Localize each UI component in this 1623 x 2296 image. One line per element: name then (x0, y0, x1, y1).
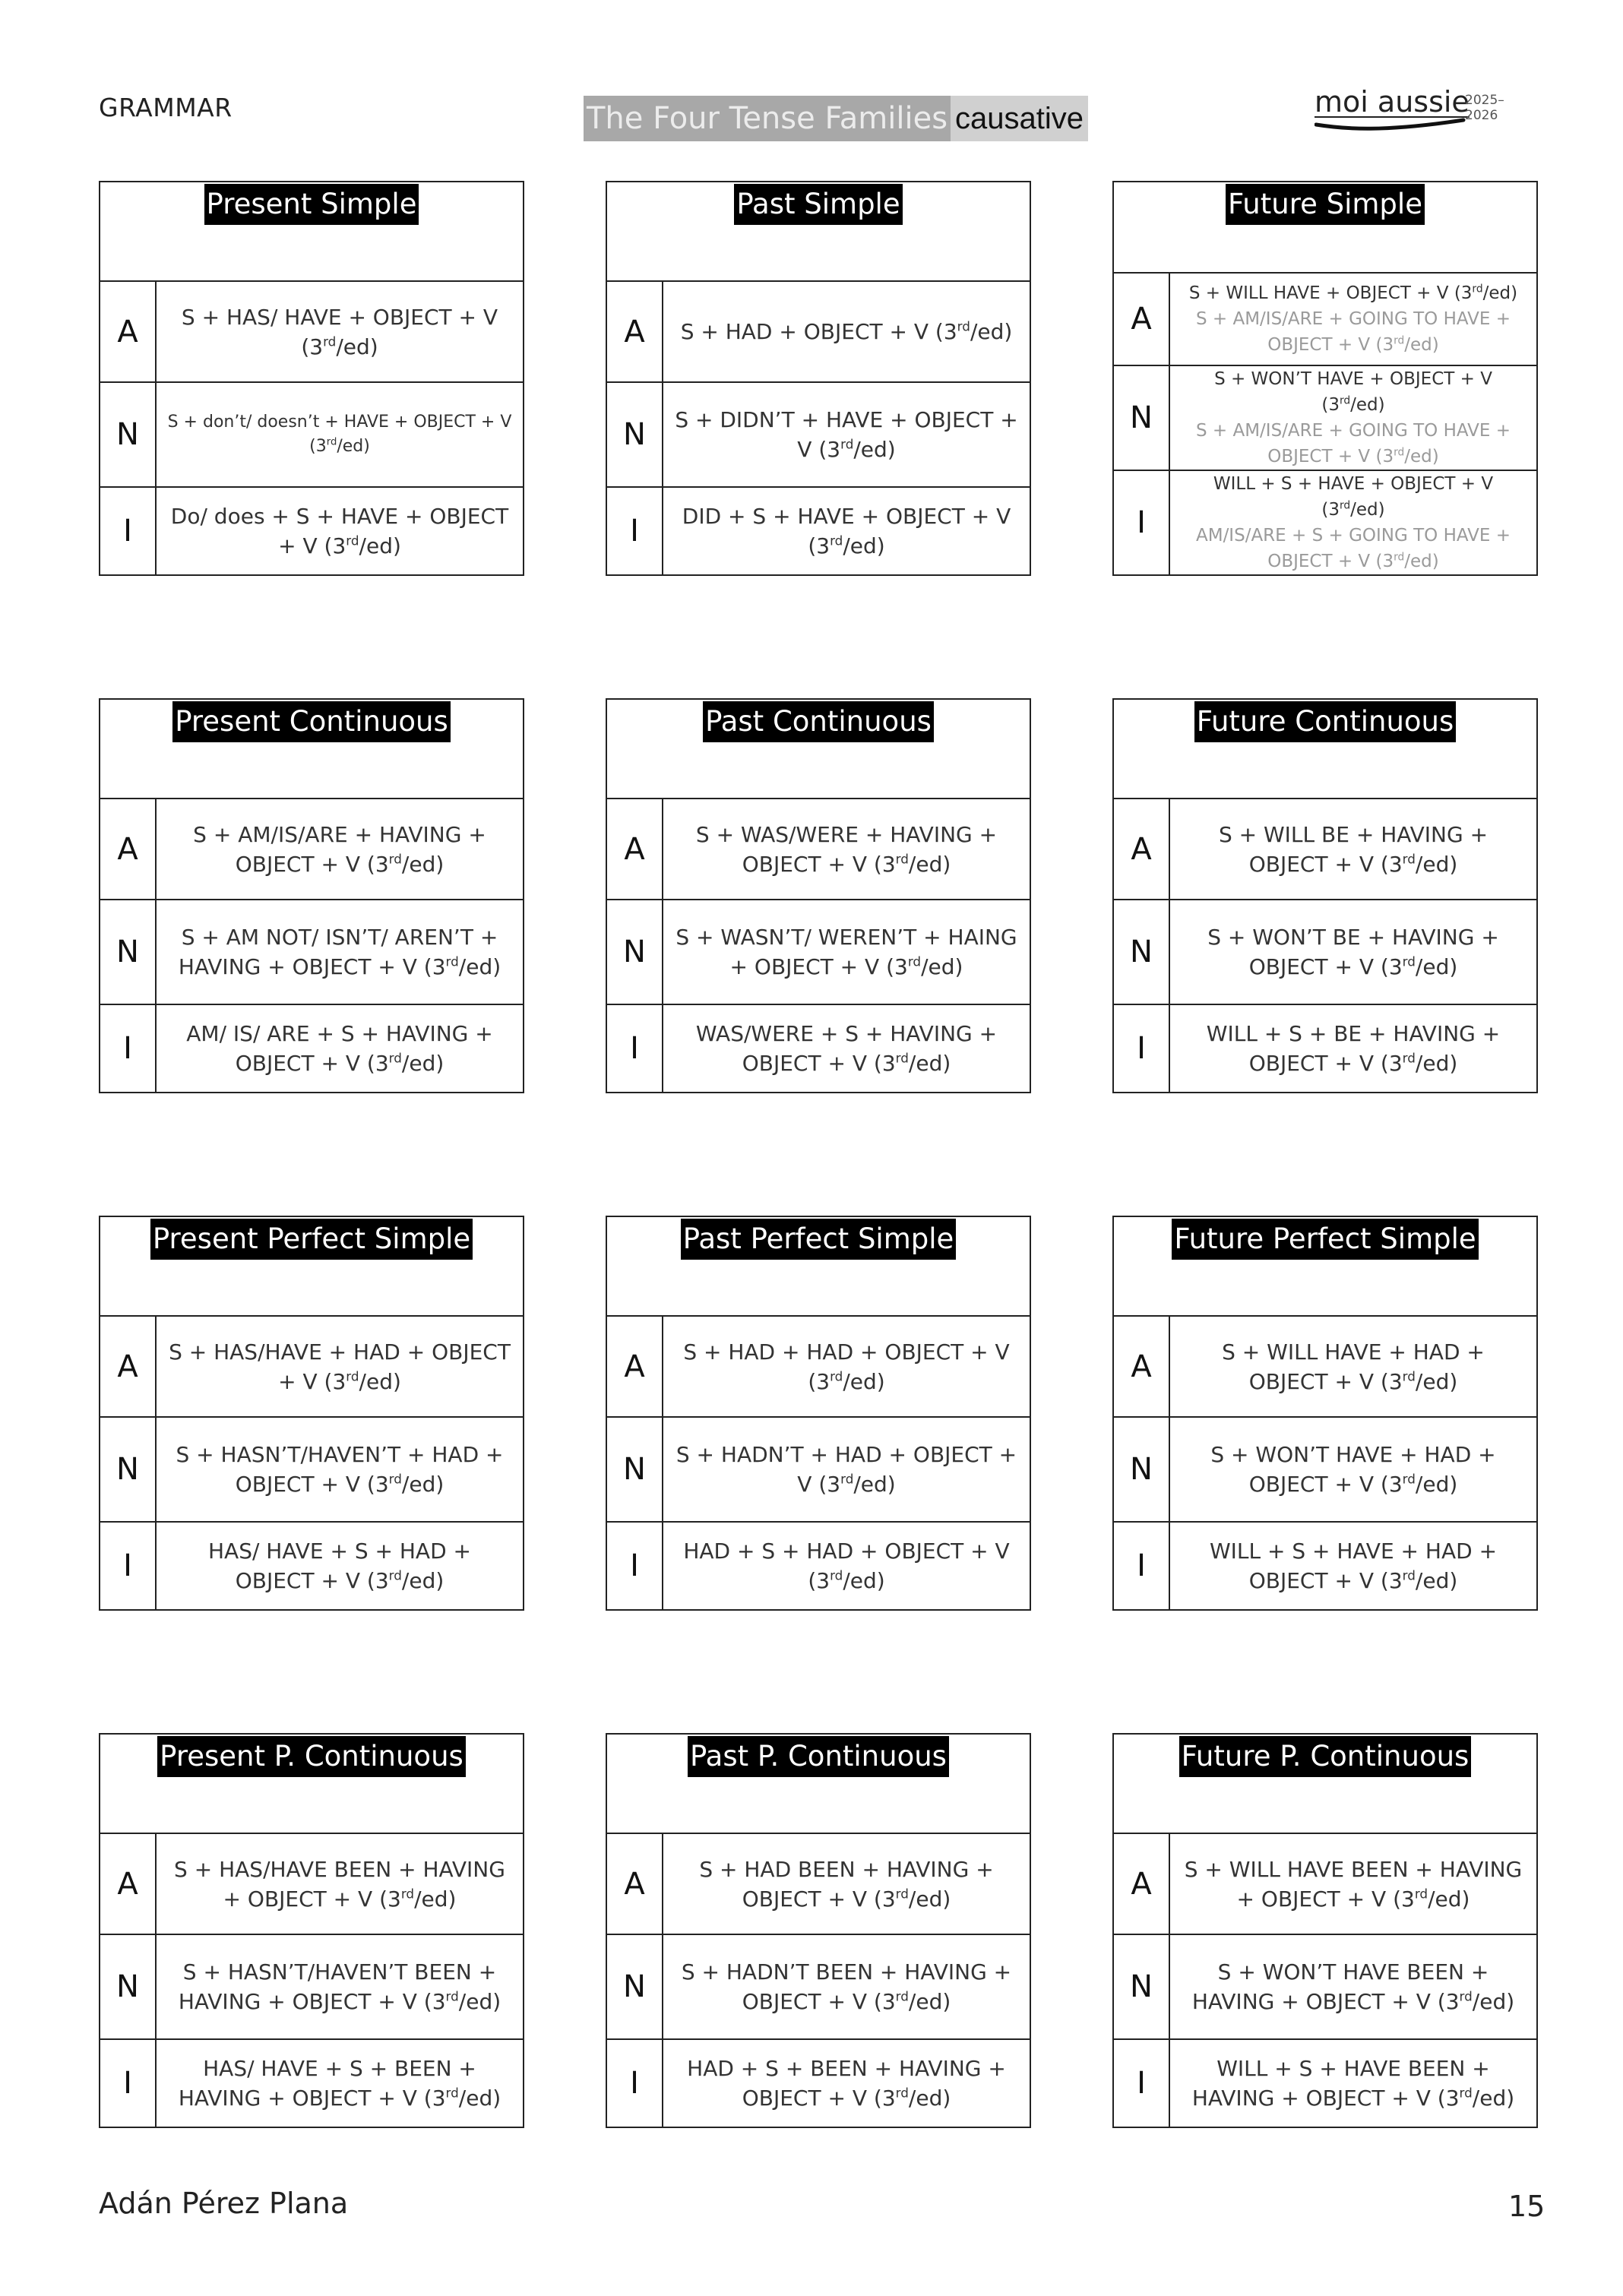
formula-text: S + HASN’T/HAVEN’T + HAD + OBJECT + V (3rd/ed) (176, 1442, 504, 1497)
tense-header (100, 1217, 523, 1317)
tense-row (1114, 2038, 1536, 2127)
formula-text: S + WASN’T/ WEREN’T + HAING + OBJECT + V (3rd/ed) (675, 925, 1017, 979)
formula-text: S + HAS/HAVE + HAD + OBJECT + V (3rd/ed) (169, 1339, 511, 1394)
tense-title: Past P. Continuous (688, 1736, 949, 1777)
formula-cell (1170, 799, 1536, 899)
formula-text: HAS/ HAVE + S + HAD + OBJECT + V (3rd/ed) (207, 1539, 471, 1593)
formula-cell (663, 2040, 1030, 2127)
row-letter: N (607, 1935, 663, 2038)
tense-header (1114, 1735, 1536, 1834)
formula-cell (157, 2040, 523, 2127)
title-highlight: causative (951, 96, 1088, 141)
formula-cell (1170, 2040, 1536, 2127)
tense-row (100, 486, 523, 574)
formula-text: S + WILL HAVE + HAD + OBJECT + V (3rd/ed) (1222, 1339, 1485, 1394)
tense-row (607, 2038, 1030, 2127)
formula-cell (663, 1834, 1030, 1934)
page-number: 15 (1508, 2190, 1545, 2223)
row-letter: N (1114, 900, 1170, 1004)
tense-row (607, 282, 1030, 381)
tense-row (1114, 274, 1536, 365)
row-letter: A (607, 282, 663, 381)
row-letter: A (100, 799, 157, 899)
tense-table (1112, 698, 1538, 1093)
formula-cell (1170, 1317, 1536, 1416)
formula-text: S + HASN’T/HAVEN’T BEEN + HAVING + OBJECT + V (3rd/ed) (178, 1959, 501, 2014)
formula-cell (663, 799, 1030, 899)
logo-text: moi aussie (1315, 85, 1470, 119)
formula-cell (1170, 1834, 1536, 1934)
row-letter: I (1114, 1005, 1170, 1092)
row-letter: A (607, 1317, 663, 1416)
formula-text: HAD + S + HAD + OBJECT + V (3rd/ed) (683, 1539, 1010, 1593)
formula-cell (663, 1935, 1030, 2038)
tense-row (607, 799, 1030, 899)
tense-title: Past Simple (734, 184, 902, 225)
row-letter: I (1114, 471, 1170, 574)
formula-text: S + AM/IS/ARE + HAVING + OBJECT + V (3rd/ed) (193, 821, 486, 877)
formula-text: S + HADN’T BEEN + HAVING + OBJECT + V (3rd/ed) (681, 1959, 1012, 2014)
row-letter: A (1114, 1834, 1170, 1934)
formula-text: S + AM NOT/ ISN’T/ AREN’T + HAVING + OBJECT + V (3rd/ed) (178, 925, 501, 979)
row-letter: I (607, 1523, 663, 1609)
tense-row (100, 1004, 523, 1092)
formula-text: S + WON’T HAVE + HAD + OBJECT + V (3rd/ed) (1210, 1442, 1496, 1497)
formula-text: S + HAD + HAD + OBJECT + V (3rd/ed) (683, 1339, 1010, 1394)
formula-alt-text: AM/IS/ARE + S + GOING TO HAVE + OBJECT + V (3rd/ed) (1195, 526, 1511, 571)
tense-header (100, 182, 523, 282)
tense-row (607, 1934, 1030, 2038)
formula-cell (1170, 1418, 1536, 1521)
row-letter: A (100, 1834, 157, 1934)
row-letter: N (1114, 366, 1170, 470)
formula-cell (157, 1418, 523, 1521)
formula-alt-text: S + AM/IS/ARE + GOING TO HAVE + OBJECT + V (3rd/ed) (1195, 421, 1511, 466)
tense-table (99, 181, 524, 576)
tense-row (607, 1834, 1030, 1934)
formula-cell (1170, 471, 1536, 574)
row-letter: N (100, 900, 157, 1004)
tense-row (100, 799, 523, 899)
tense-table (99, 698, 524, 1093)
formula-text: WILL + S + HAVE BEEN + HAVING + OBJECT + V (3rd/ed) (1191, 2056, 1515, 2111)
tense-table (1112, 181, 1538, 576)
tense-header (607, 1217, 1030, 1317)
formula-text: S + WON’T HAVE BEEN + HAVING + OBJECT + V (3rd/ed) (1191, 1959, 1515, 2014)
formula-cell (157, 1317, 523, 1416)
tense-row (100, 1416, 523, 1521)
tense-table (99, 1733, 524, 2128)
row-letter: I (100, 1005, 157, 1092)
formula-cell (157, 1005, 523, 1092)
tense-header (100, 1735, 523, 1834)
formula-cell (663, 1418, 1030, 1521)
tense-row (100, 1317, 523, 1416)
tense-title: Future Perfect Simple (1172, 1219, 1478, 1260)
formula-text: WILL + S + BE + HAVING + OBJECT + V (3rd/ed) (1206, 1021, 1501, 1076)
tense-row (607, 1416, 1030, 1521)
tense-row (1114, 799, 1536, 899)
tense-row (100, 1834, 523, 1934)
formula-text: S + WILL HAVE BEEN + HAVING + OBJECT + V (3rd/ed) (1184, 1856, 1523, 1912)
formula-text: S + WON’T HAVE + OBJECT + V (3rd/ed) (1214, 369, 1492, 415)
formula-text: HAD + S + BEEN + HAVING + OBJECT + V (3rd/ed) (687, 2056, 1006, 2111)
formula-cell (663, 1317, 1030, 1416)
tense-table (606, 181, 1031, 576)
formula-cell (157, 1834, 523, 1934)
row-letter: A (607, 799, 663, 899)
tense-row (607, 1004, 1030, 1092)
formula-cell (1170, 1005, 1536, 1092)
tense-row (100, 1521, 523, 1609)
row-letter: N (100, 1935, 157, 2038)
moi-aussie-logo (1315, 85, 1535, 138)
formula-text: HAS/ HAVE + S + BEEN + HAVING + OBJECT + V (3rd/ed) (178, 2056, 501, 2111)
page-title (584, 96, 1088, 141)
row-letter: I (1114, 1523, 1170, 1609)
formula-cell (1170, 366, 1536, 470)
row-letter: N (607, 1418, 663, 1521)
tense-header (607, 1735, 1030, 1834)
formula-text: S + don’t/ doesn’t + HAVE + OBJECT + V (3rd/ed) (167, 413, 512, 456)
row-letter: I (100, 1523, 157, 1609)
formula-cell (663, 900, 1030, 1004)
row-letter: N (1114, 1418, 1170, 1521)
formula-alt-text: S + AM/IS/ARE + GOING TO HAVE + OBJECT + V (3rd/ed) (1195, 309, 1511, 356)
formula-cell (157, 282, 523, 381)
formula-text: S + HAS/ HAVE + OBJECT + V (3rd/ed) (181, 304, 498, 359)
formula-text: S + HAS/HAVE BEEN + HAVING + OBJECT + V (3rd/ed) (174, 1856, 505, 1912)
row-letter: A (1114, 799, 1170, 899)
row-letter: I (1114, 2040, 1170, 2127)
tense-row (100, 899, 523, 1004)
formula-text: S + WILL HAVE + OBJECT + V (3rd/ed) (1188, 283, 1518, 304)
tense-header (607, 700, 1030, 799)
tense-row (100, 282, 523, 381)
tense-title: Present Simple (204, 184, 419, 225)
tense-table (99, 1216, 524, 1611)
section-label: GRAMMAR (99, 93, 233, 122)
formula-cell (157, 799, 523, 899)
formula-text: Do/ does + S + HAVE + OBJECT + V (3rd/ed) (170, 504, 509, 558)
tense-row (1114, 1834, 1536, 1934)
tense-row (607, 486, 1030, 574)
tense-row (1114, 1317, 1536, 1416)
formula-cell (157, 1935, 523, 2038)
tense-row (1114, 365, 1536, 470)
tense-header (1114, 700, 1536, 799)
tense-title: Future Simple (1226, 184, 1425, 225)
tense-title: Present P. Continuous (157, 1736, 466, 1777)
row-letter: N (100, 383, 157, 486)
row-letter: I (607, 488, 663, 574)
tense-row (1114, 1416, 1536, 1521)
formula-text: AM/ IS/ ARE + S + HAVING + OBJECT + V (3rd/ed) (186, 1021, 493, 1076)
formula-text: S + WAS/WERE + HAVING + OBJECT + V (3rd/ed) (695, 821, 998, 877)
formula-cell (157, 488, 523, 574)
tense-row (607, 381, 1030, 486)
row-letter: I (100, 2040, 157, 2127)
formula-cell (663, 488, 1030, 574)
logo-years: 2025–2026 (1465, 93, 1504, 123)
row-letter: A (100, 1317, 157, 1416)
tense-title: Present Continuous (172, 701, 451, 742)
tense-title: Future P. Continuous (1179, 1736, 1472, 1777)
tense-row (607, 1317, 1030, 1416)
formula-text: S + DIDN’T + HAVE + OBJECT + V (3rd/ed) (675, 407, 1018, 462)
tense-title: Future Continuous (1194, 701, 1457, 742)
logo-swoosh-icon (1315, 115, 1466, 134)
tense-row (607, 1521, 1030, 1609)
formula-cell (1170, 1935, 1536, 2038)
formula-text: WAS/WERE + S + HAVING + OBJECT + V (3rd/ed) (695, 1021, 998, 1076)
tense-row (607, 899, 1030, 1004)
formula-cell (663, 383, 1030, 486)
formula-text: S + HAD BEEN + HAVING + OBJECT + V (3rd/ed) (699, 1856, 994, 1912)
tense-table (1112, 1733, 1538, 2128)
row-letter: A (100, 282, 157, 381)
formula-text: WILL + S + HAVE + OBJECT + V (3rd/ed) (1213, 474, 1494, 520)
tense-title: Present Perfect Simple (150, 1219, 473, 1260)
footer-author: Adán Pérez Plana (99, 2187, 349, 2220)
tense-header (1114, 182, 1536, 274)
tense-table (606, 698, 1031, 1093)
row-letter: A (1114, 1317, 1170, 1416)
tense-header (100, 700, 523, 799)
tense-row (1114, 1934, 1536, 2038)
formula-text: S + HAD + OBJECT + V (3rd/ed) (680, 318, 1013, 344)
row-letter: I (607, 1005, 663, 1092)
formula-cell (157, 383, 523, 486)
row-letter: N (607, 383, 663, 486)
row-letter: I (100, 488, 157, 574)
tense-title: Past Perfect Simple (681, 1219, 957, 1260)
formula-cell (157, 900, 523, 1004)
tense-row (1114, 470, 1536, 574)
tense-header (1114, 1217, 1536, 1317)
tense-row (100, 2038, 523, 2127)
row-letter: A (1114, 274, 1170, 365)
tense-table (606, 1216, 1031, 1611)
tense-row (100, 381, 523, 486)
tense-row (1114, 899, 1536, 1004)
row-letter: N (1114, 1935, 1170, 2038)
tense-header (607, 182, 1030, 282)
formula-cell (663, 282, 1030, 381)
row-letter: A (607, 1834, 663, 1934)
formula-text: WILL + S + HAVE + HAD + OBJECT + V (3rd/ed) (1209, 1539, 1498, 1593)
title-main: The Four Tense Families (584, 96, 951, 141)
tense-row (1114, 1521, 1536, 1609)
formula-text: DID + S + HAVE + OBJECT + V (3rd/ed) (682, 504, 1011, 558)
formula-cell (663, 1523, 1030, 1609)
tense-table (606, 1733, 1031, 2128)
row-letter: N (607, 900, 663, 1004)
tense-grid (99, 181, 1538, 2128)
formula-cell (1170, 900, 1536, 1004)
tense-row (1114, 1004, 1536, 1092)
formula-text: S + WILL BE + HAVING + OBJECT + V (3rd/ed) (1218, 821, 1489, 877)
tense-row (100, 1934, 523, 2038)
row-letter: I (607, 2040, 663, 2127)
row-letter: N (100, 1418, 157, 1521)
formula-cell (663, 1005, 1030, 1092)
formula-cell (1170, 1523, 1536, 1609)
formula-text: S + HADN’T + HAD + OBJECT + V (3rd/ed) (675, 1442, 1017, 1497)
tense-title: Past Continuous (703, 701, 934, 742)
formula-cell (157, 1523, 523, 1609)
formula-text: S + WON’T BE + HAVING + OBJECT + V (3rd/ed) (1207, 925, 1499, 979)
formula-cell (1170, 274, 1536, 365)
tense-table (1112, 1216, 1538, 1611)
